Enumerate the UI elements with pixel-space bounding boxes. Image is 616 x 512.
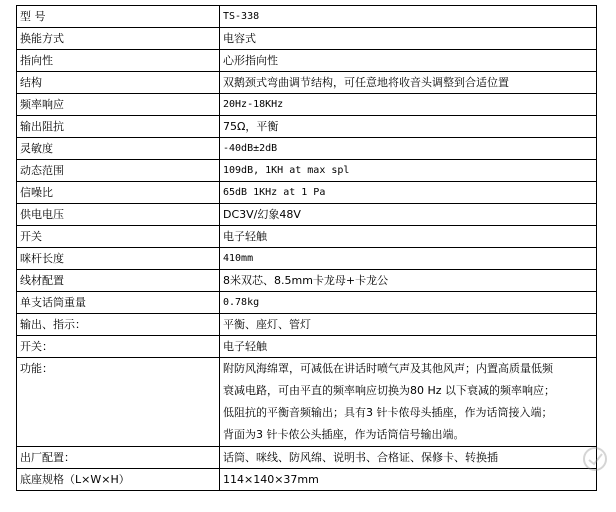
row-label: 输出、指示：	[17, 314, 220, 336]
row-label: 信噪比	[17, 182, 220, 204]
function-line: 低阻抗的平衡音频输出；具有3 针卡侬母头插座，作为话筒接入端；	[223, 406, 553, 419]
row-value: 话筒、咪线、防风绵、说明书、合格证、保修卡、转换插	[220, 447, 597, 469]
row-value: 平衡、座灯、管灯	[220, 314, 597, 336]
table-row	[17, 314, 597, 336]
row-value: 114×140×37mm	[220, 469, 597, 491]
row-label: 结构	[17, 72, 220, 94]
row-value: 心形指向性	[220, 50, 597, 72]
row-value: -40dB±2dB	[220, 138, 597, 160]
table-row	[17, 160, 597, 182]
row-value: 电子轻触	[220, 226, 597, 248]
row-label: 换能方式	[17, 28, 220, 50]
row-value: 电容式	[220, 28, 597, 50]
row-label: 线材配置	[17, 270, 220, 292]
table-row	[17, 182, 597, 204]
row-label: 底座规格（L×W×H）	[17, 469, 220, 491]
table-row	[17, 72, 597, 94]
row-label: 频率响应	[17, 94, 220, 116]
table-row	[17, 116, 597, 138]
row-value: 20Hz-18KHz	[220, 94, 597, 116]
function-line: 背面为3 针卡侬公头插座，作为话筒信号输出端。	[223, 428, 465, 441]
row-label: 开关	[17, 226, 220, 248]
spec-table-body	[17, 6, 597, 491]
row-label: 单支话筒重量	[17, 292, 220, 314]
row-label: 型 号	[17, 6, 220, 28]
row-value: 65dB 1KHz at 1 Pa	[220, 182, 597, 204]
table-row	[17, 94, 597, 116]
row-value: 电子轻触	[220, 336, 597, 358]
row-value: 109dB, 1KH at max spl	[220, 160, 597, 182]
row-value: TS-338	[220, 6, 597, 28]
function-line: 衰减电路，可由平直的频率响应切换为80 Hz 以下衰减的频率响应；	[223, 384, 556, 397]
table-row	[17, 292, 597, 314]
row-value: 0.78kg	[220, 292, 597, 314]
row-label: 输出阻抗	[17, 116, 220, 138]
spec-table	[16, 5, 597, 491]
table-row	[17, 336, 597, 358]
table-row	[17, 469, 597, 491]
row-label: 开关：	[17, 336, 220, 358]
row-value: 8米双芯、8.5mm卡龙母+卡龙公	[220, 270, 597, 292]
row-label: 动态范围	[17, 160, 220, 182]
function-line: 附防风海绵罩，可减低在讲话时喷气声及其他风声；内置高质量低频	[223, 362, 553, 375]
function-description	[220, 358, 597, 447]
row-value: 75Ω，平衡	[220, 116, 597, 138]
table-row	[17, 226, 597, 248]
table-row	[17, 204, 597, 226]
table-row	[17, 138, 597, 160]
row-label: 供电电压	[17, 204, 220, 226]
table-row	[17, 447, 597, 469]
table-row	[17, 270, 597, 292]
row-label: 咪杆长度	[17, 248, 220, 270]
row-label: 出厂配置：	[17, 447, 220, 469]
row-label: 灵敏度	[17, 138, 220, 160]
table-row	[17, 50, 597, 72]
row-value: DC3V/幻象48V	[220, 204, 597, 226]
table-row	[17, 28, 597, 50]
row-value: 410mm	[220, 248, 597, 270]
row-value: 双鹅颈式弯曲调节结构，可任意地将收音头调整到合适位置	[220, 72, 597, 94]
table-row-function	[17, 358, 597, 447]
function-label: 功能：	[17, 358, 220, 447]
watermark-icon	[580, 444, 610, 474]
row-label: 指向性	[17, 50, 220, 72]
table-row	[17, 248, 597, 270]
table-row	[17, 6, 597, 28]
